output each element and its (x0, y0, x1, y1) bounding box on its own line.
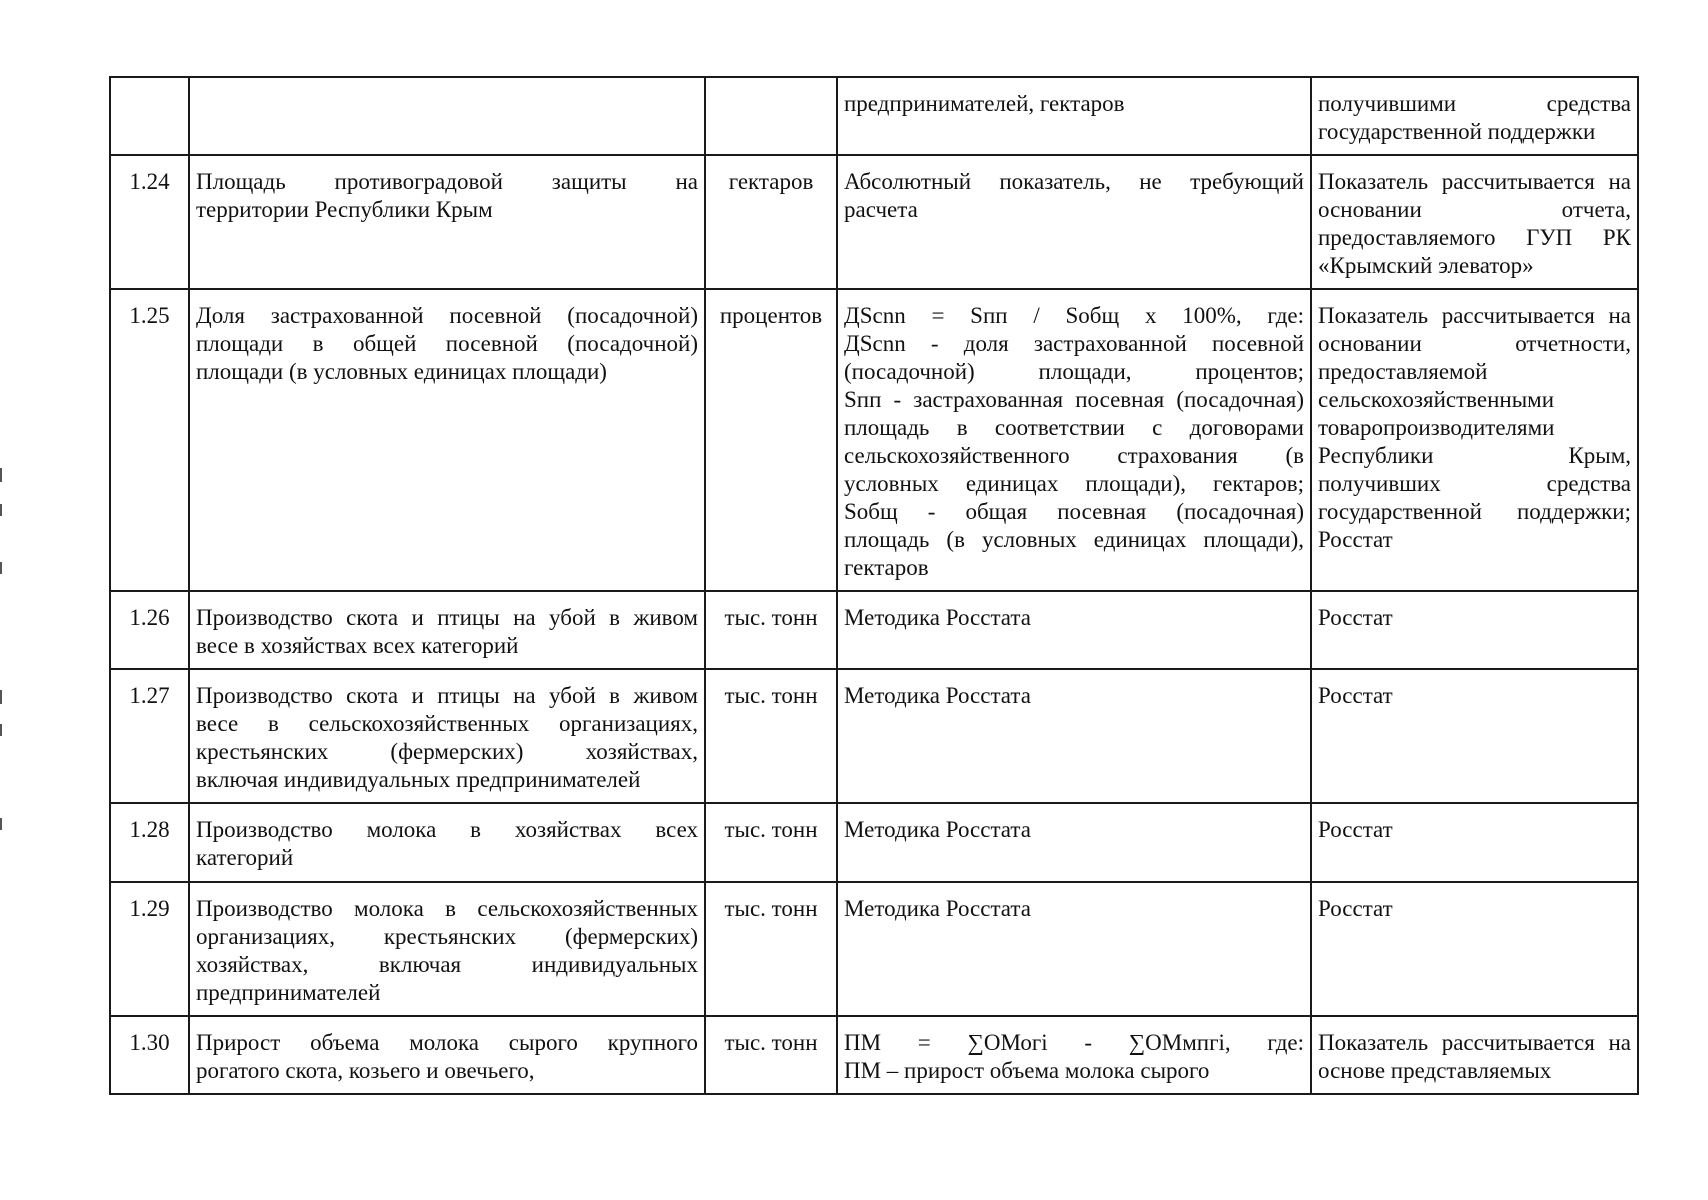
indicator-name-line: Доля застрахованной посевной (посадочной) (196, 303, 698, 328)
calculation-method-line: Абсолютный показатель, не требующий (844, 169, 1304, 194)
indicator-name-line: территории Республики Крым (196, 197, 493, 222)
calculation-method-line: Методика Росстата (844, 683, 1031, 708)
calculation-method-line: предпринимателей, гектаров (844, 91, 1125, 116)
scan-margin-mark (0, 504, 2, 516)
data-source-line: Республики Крым, (1318, 443, 1631, 468)
unit-cell (705, 155, 837, 289)
calculation-method-cell (837, 1016, 1311, 1094)
indicator-name-line: включая индивидуальных предпринимателей (196, 767, 641, 792)
table-row (110, 882, 1638, 1016)
indicator-name-cell (189, 591, 705, 669)
data-source-line: основе представляемых (1318, 1058, 1552, 1083)
calculation-method-cell (837, 882, 1311, 1016)
indicator-table (109, 76, 1639, 1095)
row-number-cell (110, 289, 189, 591)
row-number-cell (110, 77, 189, 155)
data-source-line: получивших средства (1318, 471, 1631, 496)
row-number-cell (110, 803, 189, 882)
data-source-line: государственной поддержки (1318, 119, 1596, 144)
scan-margin-mark (0, 468, 2, 482)
data-source-line: Показатель рассчитывается на (1318, 303, 1631, 328)
calculation-method-cell (837, 155, 1311, 289)
calculation-method-line: площадь в соответствии с договорами (844, 415, 1304, 440)
calculation-method-line: Методика Росстата (844, 896, 1031, 921)
unit-cell (705, 669, 837, 803)
unit-of-measure: тыс. тонн (724, 605, 818, 630)
data-source-cell (1311, 289, 1638, 591)
data-source-line: Росстат (1318, 527, 1393, 552)
calculation-method-line: расчета (844, 197, 918, 222)
calculation-method-cell (837, 803, 1311, 882)
unit-cell (705, 882, 837, 1016)
table-row (110, 1016, 1638, 1094)
unit-of-measure: тыс. тонн (724, 896, 818, 921)
data-source-line: государственной поддержки; (1318, 499, 1631, 524)
row-number: 1.25 (129, 303, 170, 328)
data-source-line: «Крымский элеватор» (1318, 253, 1534, 278)
calculation-method-line: площадь (в условных единицах площади), (844, 527, 1304, 552)
indicator-name-line: площади в общей посевной (посадочной) (196, 331, 698, 356)
data-source-cell (1311, 669, 1638, 803)
data-source-cell (1311, 77, 1638, 155)
unit-of-measure: процентов (719, 303, 823, 328)
data-source-line: Росстат (1318, 817, 1393, 842)
row-number-cell (110, 882, 189, 1016)
indicator-name-line: весе в хозяйствах всех категорий (196, 633, 519, 658)
unit-of-measure: гектаров (728, 169, 814, 194)
row-number: 1.28 (129, 817, 170, 842)
indicator-name-line: весе в сельскохозяйственных организациях, (196, 711, 698, 736)
unit-of-measure: тыс. тонн (724, 683, 818, 708)
calculation-method-cell (837, 289, 1311, 591)
data-source-cell (1311, 882, 1638, 1016)
indicator-name-cell (189, 882, 705, 1016)
unit-cell (705, 803, 837, 882)
calculation-method-cell (837, 77, 1311, 155)
data-source-cell (1311, 1016, 1638, 1094)
indicator-name-cell (189, 669, 705, 803)
unit-cell (705, 77, 837, 155)
calculation-method-line: (посадочной) площади, процентов; (844, 359, 1304, 384)
calculation-method-line: условных единицах площади), гектаров; (844, 471, 1304, 496)
data-source-line: Показатель рассчитывается на (1318, 169, 1631, 194)
unit-cell (705, 289, 837, 591)
data-source-cell (1311, 591, 1638, 669)
indicator-name-line: Производство молока в сельскохозяйственных (196, 896, 698, 921)
indicator-name-line: Производство скота и птицы на убой в живом (196, 605, 698, 630)
data-source-line: предоставляемого ГУП РК (1318, 225, 1631, 250)
indicator-name-line: хозяйствах, включая индивидуальных (196, 952, 698, 977)
data-source-cell (1311, 803, 1638, 882)
table-row (110, 803, 1638, 882)
indicator-name-cell (189, 77, 705, 155)
data-source-line: предоставляемой (1318, 359, 1488, 384)
calculation-method-line: Методика Росстата (844, 817, 1031, 842)
scan-margin-mark (0, 690, 2, 704)
table-row (110, 289, 1638, 591)
scan-margin-mark (0, 724, 2, 736)
indicator-name-line: предпринимателей (196, 980, 381, 1005)
table-row (110, 591, 1638, 669)
scan-margin-mark (0, 562, 2, 574)
calculation-method-line: гектаров (844, 555, 929, 580)
data-source-cell (1311, 155, 1638, 289)
calculation-method-line: ДSсnn - доля застрахованной посевной (844, 331, 1304, 356)
calculation-method-line: сельскохозяйственного страхования (в (844, 443, 1304, 468)
indicator-name-cell (189, 155, 705, 289)
row-number: 1.27 (129, 683, 170, 708)
data-source-line: Росстат (1318, 683, 1393, 708)
scan-margin-mark (0, 818, 2, 830)
data-source-line: основании отчетности, (1318, 331, 1631, 356)
indicator-name-line: Производство молока в хозяйствах всех (196, 817, 698, 842)
table-row (110, 155, 1638, 289)
indicator-name-cell (189, 289, 705, 591)
table-row (110, 77, 1638, 155)
row-number: 1.26 (129, 605, 170, 630)
data-source-line: товаропроизводителями (1318, 415, 1555, 440)
data-source-line: получившими средства (1318, 91, 1631, 116)
unit-cell (705, 1016, 837, 1094)
indicator-name-line: Прирост объема молока сырого крупного (196, 1030, 698, 1055)
indicator-name-line: крестьянских (фермерских) хозяйствах, (196, 739, 698, 764)
row-number: 1.30 (129, 1030, 170, 1055)
row-number-cell (110, 591, 189, 669)
calculation-method-cell (837, 669, 1311, 803)
data-source-line: основании отчета, (1318, 197, 1631, 222)
unit-cell (705, 591, 837, 669)
data-source-line: Росстат (1318, 605, 1393, 630)
indicator-name-line: организациях, крестьянских (фермерских) (196, 924, 698, 949)
indicator-name-line: Площадь противоградовой защиты на (196, 169, 698, 194)
calculation-method-line: ПМ = ∑ОМогi - ∑ОМмпгi, где: (844, 1030, 1304, 1055)
data-source-line: Росстат (1318, 896, 1393, 921)
indicator-name-cell (189, 803, 705, 882)
row-number-cell (110, 155, 189, 289)
table-row (110, 669, 1638, 803)
row-number: 1.29 (129, 896, 170, 921)
calculation-method-line: Sобщ - общая посевная (посадочная) (844, 499, 1304, 524)
data-source-line: сельскохозяйственными (1318, 387, 1555, 412)
calculation-method-line: Sпп - застрахованная посевная (посадочная) (844, 387, 1304, 412)
row-number-cell (110, 669, 189, 803)
unit-of-measure: тыс. тонн (724, 817, 818, 842)
row-number-cell (110, 1016, 189, 1094)
calculation-method-line: Методика Росстата (844, 605, 1031, 630)
indicator-name-line: рогатого скота, козьего и овечьего, (196, 1058, 535, 1083)
calculation-method-cell (837, 591, 1311, 669)
calculation-method-line: ДSсnn = Sпп / Sобщ х 100%, где: (844, 303, 1304, 328)
indicator-name-line: категорий (196, 845, 294, 870)
row-number: 1.24 (129, 169, 170, 194)
data-source-line: Показатель рассчитывается на (1318, 1030, 1631, 1055)
calculation-method-line: ПМ – прирост объема молока сырого (844, 1058, 1210, 1083)
indicator-name-cell (189, 1016, 705, 1094)
unit-of-measure: тыс. тонн (724, 1030, 818, 1055)
indicator-name-line: Производство скота и птицы на убой в живом (196, 683, 698, 708)
indicator-table-body (110, 77, 1638, 1094)
indicator-name-line: площади (в условных единицах площади) (196, 359, 607, 384)
